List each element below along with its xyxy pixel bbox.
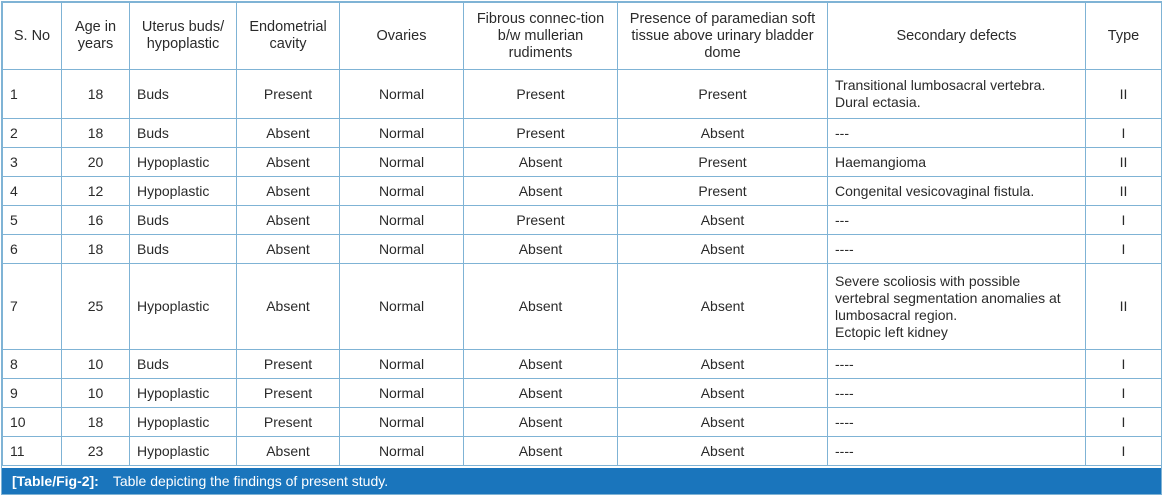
cell-paramedian: Absent (618, 119, 828, 148)
table-row (3, 379, 1162, 408)
cell-age: 10 (62, 379, 130, 408)
cell-sno: 6 (3, 235, 62, 264)
table-row (3, 148, 1162, 177)
cell-endometrial: Present (237, 70, 340, 119)
table-row (3, 119, 1162, 148)
cell-fibrous: Present (464, 70, 618, 119)
cell-secondary-defects (828, 235, 1086, 264)
table-row (3, 408, 1162, 437)
cell-age: 12 (62, 177, 130, 206)
cell-age: 18 (62, 70, 130, 119)
caption-text: Table depicting the findings of present study. (112, 473, 389, 489)
defect-line: lumbosacral region. (835, 306, 958, 323)
cell-type: I (1086, 350, 1162, 379)
cell-secondary-defects (828, 408, 1086, 437)
cell-fibrous: Absent (464, 437, 618, 466)
cell-paramedian: Absent (618, 235, 828, 264)
cell-age: 25 (62, 264, 130, 350)
cell-uterus: Buds (130, 70, 237, 119)
cell-age: 18 (62, 235, 130, 264)
cell-endometrial: Absent (237, 264, 340, 350)
header-type: Type (1086, 3, 1162, 70)
cell-endometrial: Absent (237, 235, 340, 264)
cell-ovaries: Normal (340, 437, 464, 466)
cell-sno: 3 (3, 148, 62, 177)
cell-secondary-defects (828, 379, 1086, 408)
cell-fibrous: Absent (464, 235, 618, 264)
cell-ovaries: Normal (340, 264, 464, 350)
defect-line: --- (835, 211, 849, 228)
cell-uterus: Hypoplastic (130, 264, 237, 350)
cell-sno: 1 (3, 70, 62, 119)
cell-endometrial: Absent (237, 148, 340, 177)
cell-endometrial: Absent (237, 206, 340, 235)
cell-endometrial: Present (237, 350, 340, 379)
cell-age: 16 (62, 206, 130, 235)
cell-paramedian: Absent (618, 437, 828, 466)
cell-fibrous: Absent (464, 408, 618, 437)
defect-line: Severe scoliosis with possible (835, 272, 1021, 289)
cell-ovaries: Normal (340, 119, 464, 148)
table-row (3, 70, 1162, 119)
cell-age: 20 (62, 148, 130, 177)
cell-type: I (1086, 119, 1162, 148)
cell-fibrous: Present (464, 119, 618, 148)
cell-secondary-defects (828, 206, 1086, 235)
cell-type: I (1086, 437, 1162, 466)
header-age: Age in years (62, 3, 130, 70)
cell-sno: 7 (3, 264, 62, 350)
header-endometrial: Endometrial cavity (237, 3, 340, 70)
cell-ovaries: Normal (340, 206, 464, 235)
cell-endometrial: Absent (237, 437, 340, 466)
cell-fibrous: Absent (464, 177, 618, 206)
cell-age: 10 (62, 350, 130, 379)
cell-fibrous: Present (464, 206, 618, 235)
findings-table-figure (1, 1, 1162, 495)
defect-line: ---- (835, 384, 854, 401)
cell-endometrial: Present (237, 379, 340, 408)
cell-uterus: Buds (130, 350, 237, 379)
findings-table (2, 2, 1162, 466)
cell-uterus: Hypoplastic (130, 408, 237, 437)
header-row (3, 3, 1162, 70)
cell-secondary-defects (828, 70, 1086, 119)
cell-type: I (1086, 235, 1162, 264)
cell-uterus: Hypoplastic (130, 148, 237, 177)
defect-line: Dural ectasia. (835, 94, 921, 110)
cell-paramedian: Absent (618, 350, 828, 379)
cell-ovaries: Normal (340, 70, 464, 119)
defect-line: ---- (835, 240, 854, 257)
cell-uterus: Buds (130, 235, 237, 264)
table-row (3, 206, 1162, 235)
table-caption (2, 468, 1161, 494)
cell-ovaries: Normal (340, 235, 464, 264)
header-fibrous: Fibrous connec-tion b/w mullerian rudiments (464, 3, 618, 70)
header-ovaries: Ovaries (340, 3, 464, 70)
caption-label: [Table/Fig-2]: (12, 473, 99, 489)
cell-paramedian: Present (618, 177, 828, 206)
cell-sno: 5 (3, 206, 62, 235)
defect-line: vertebral segmentation anomalies at (835, 289, 1061, 306)
cell-age: 18 (62, 119, 130, 148)
cell-ovaries: Normal (340, 148, 464, 177)
header-secondary-defects: Secondary defects (828, 3, 1086, 70)
cell-fibrous: Absent (464, 350, 618, 379)
defect-line: Haemangioma (835, 153, 927, 170)
cell-uterus: Hypoplastic (130, 437, 237, 466)
defect-line: Congenital vesicovaginal fistula. (835, 182, 1035, 199)
cell-type: II (1086, 70, 1162, 119)
cell-sno: 2 (3, 119, 62, 148)
cell-fibrous: Absent (464, 148, 618, 177)
cell-paramedian: Absent (618, 408, 828, 437)
cell-paramedian: Absent (618, 206, 828, 235)
cell-type: II (1086, 177, 1162, 206)
cell-type: II (1086, 148, 1162, 177)
cell-sno: 11 (3, 437, 62, 466)
cell-ovaries: Normal (340, 350, 464, 379)
cell-paramedian: Absent (618, 379, 828, 408)
cell-age: 23 (62, 437, 130, 466)
cell-endometrial: Present (237, 408, 340, 437)
table-row (3, 235, 1162, 264)
defect-line: ---- (835, 355, 854, 372)
cell-uterus: Buds (130, 206, 237, 235)
cell-secondary-defects (828, 437, 1086, 466)
cell-endometrial: Absent (237, 119, 340, 148)
table-row (3, 264, 1162, 350)
table-row (3, 177, 1162, 206)
cell-ovaries: Normal (340, 177, 464, 206)
cell-secondary-defects (828, 148, 1086, 177)
cell-uterus: Hypoplastic (130, 177, 237, 206)
cell-ovaries: Normal (340, 379, 464, 408)
cell-type: I (1086, 206, 1162, 235)
cell-secondary-defects (828, 264, 1086, 350)
cell-paramedian: Present (618, 148, 828, 177)
cell-endometrial: Absent (237, 177, 340, 206)
defect-line: --- (835, 124, 849, 141)
header-paramedian: Presence of paramedian soft tissue above urinary bladder dome (618, 3, 828, 70)
cell-uterus: Hypoplastic (130, 379, 237, 408)
cell-type: I (1086, 408, 1162, 437)
cell-secondary-defects (828, 119, 1086, 148)
cell-ovaries: Normal (340, 408, 464, 437)
cell-secondary-defects (828, 177, 1086, 206)
defect-line: Transitional lumbosacral vertebra. (835, 77, 1046, 93)
cell-type: II (1086, 264, 1162, 350)
cell-uterus: Buds (130, 119, 237, 148)
table-row (3, 437, 1162, 466)
cell-fibrous: Absent (464, 379, 618, 408)
cell-age: 18 (62, 408, 130, 437)
defect-line: Ectopic left kidney (835, 323, 948, 340)
cell-type: I (1086, 379, 1162, 408)
defect-line: ---- (835, 413, 854, 430)
cell-sno: 4 (3, 177, 62, 206)
cell-paramedian: Present (618, 70, 828, 119)
cell-secondary-defects (828, 350, 1086, 379)
cell-sno: 8 (3, 350, 62, 379)
cell-paramedian: Absent (618, 264, 828, 350)
header-uterus: Uterus buds/ hypoplastic (130, 3, 237, 70)
cell-sno: 10 (3, 408, 62, 437)
header-sno: S. No (3, 3, 62, 70)
defect-line: ---- (835, 442, 854, 459)
table-row (3, 350, 1162, 379)
cell-fibrous: Absent (464, 264, 618, 350)
cell-sno: 9 (3, 379, 62, 408)
table-body (3, 70, 1162, 466)
